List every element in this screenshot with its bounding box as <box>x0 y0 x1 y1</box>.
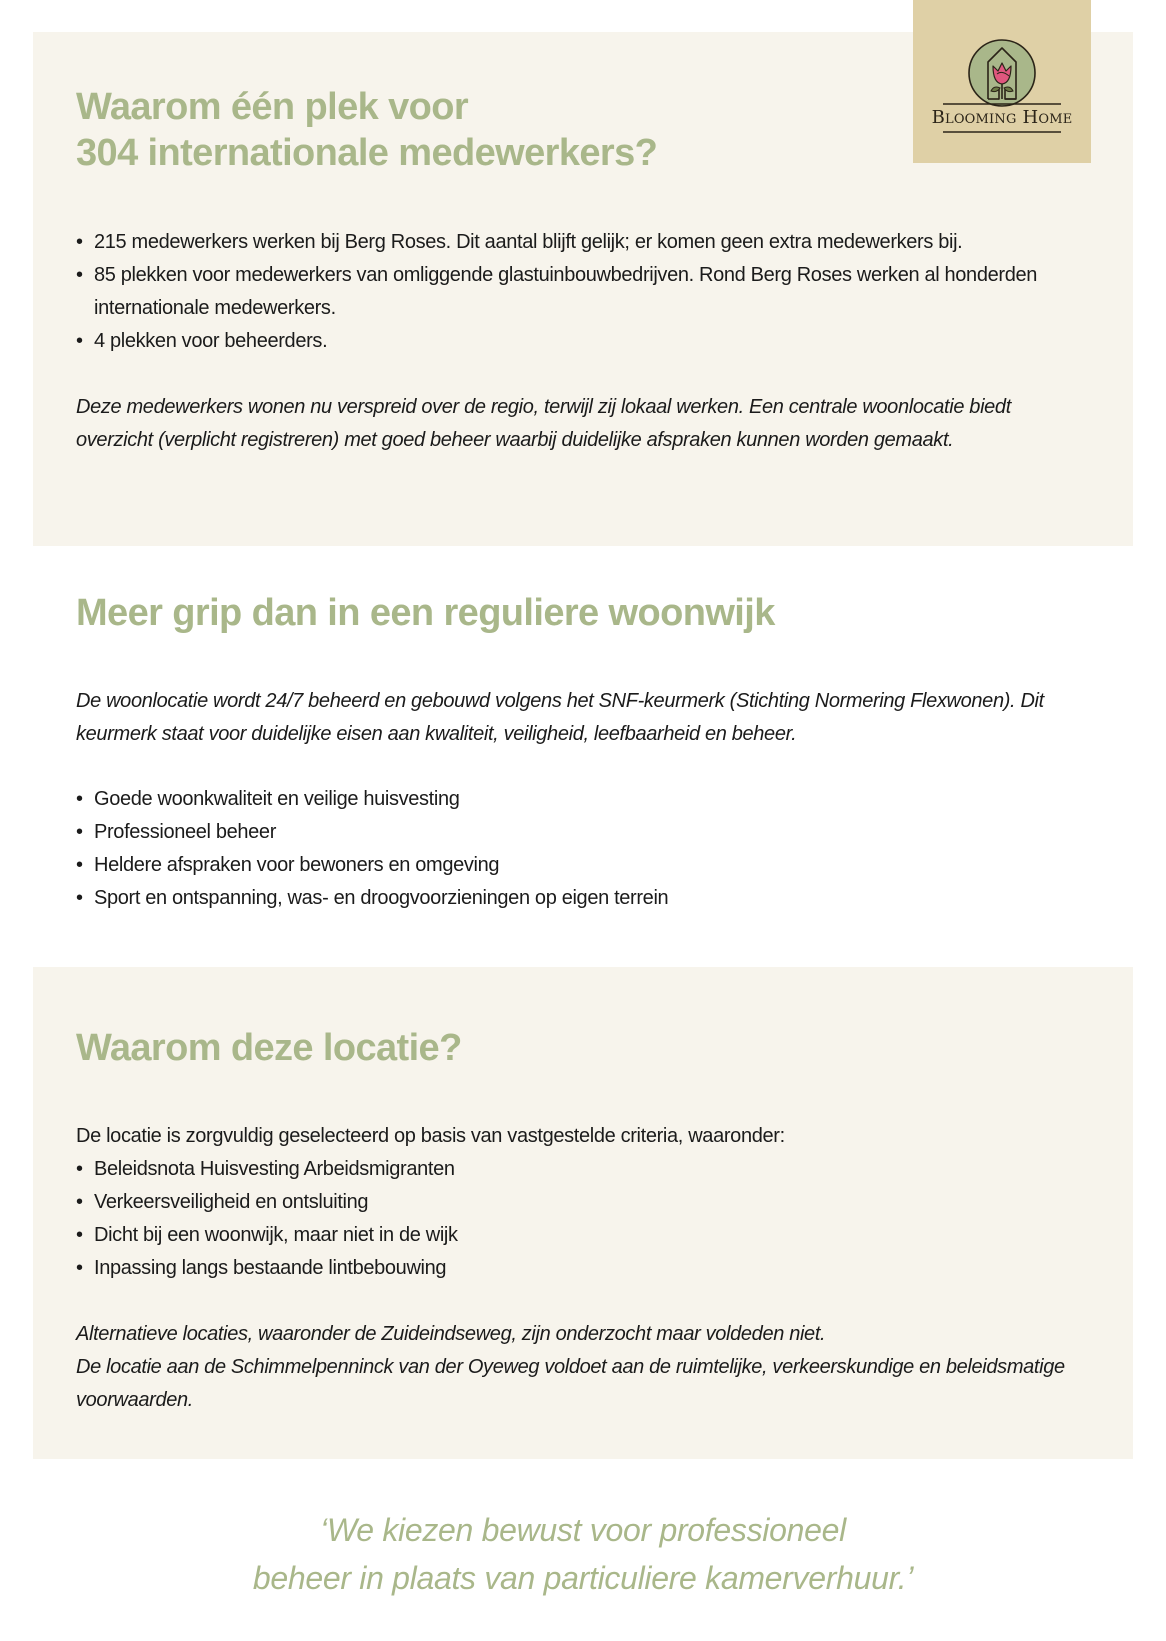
section-heading: Meer grip dan in een reguliere woonwijk <box>76 592 775 634</box>
bullet-icon: • <box>76 1224 83 1246</box>
list-item: • 215 medewerkers werken bij Berg Roses. Dit aantal blijft gelijk; er komen geen extra medewerkers bij. <box>76 226 1116 259</box>
bullet-icon: • <box>76 1257 83 1279</box>
bullet-icon: • <box>76 231 83 253</box>
heading-line: 304 internationale medewerkers? <box>76 132 658 174</box>
paragraph-line: Alternatieve locaties, waaronder de Zuideindseweg, zijn onderzocht maar voldeden niet. <box>76 1323 826 1345</box>
quality-bullet-list <box>76 783 1116 915</box>
bullet-icon: • <box>76 821 83 843</box>
list-item: • Inpassing langs bestaande lintbebouwing <box>76 1252 1116 1285</box>
bullet-icon: • <box>76 1158 83 1180</box>
bullet-icon: • <box>76 330 83 352</box>
list-item: • Sport en ontspanning, was- en droogvoorzieningen op eigen terrein <box>76 882 1116 915</box>
section-heading <box>76 84 1116 176</box>
section-heading: Waarom deze locatie? <box>76 1027 462 1069</box>
list-item: • Beleidsnota Huisvesting Arbeidsmigranten <box>76 1153 1116 1186</box>
list-item: • Dicht bij een woonwijk, maar niet in de wijk <box>76 1219 1116 1252</box>
bullet-icon: • <box>76 887 83 909</box>
bullet-icon: • <box>76 264 83 286</box>
staff-bullet-list <box>76 226 1116 358</box>
quote-line: ‘We kiezen bewust voor professioneel <box>320 1512 846 1548</box>
bullet-icon: • <box>76 854 83 876</box>
section-intro: De locatie is zorgvuldig geselecteerd op basis van vastgestelde criteria, waaronder: <box>76 1125 785 1147</box>
section-paragraph <box>76 1318 1076 1417</box>
list-item: • Professioneel beheer <box>76 816 1116 849</box>
pull-quote <box>0 1506 1166 1602</box>
section-paragraph: Deze medewerkers wonen nu verspreid over de regio, terwijl zij lokaal werken. Een centrale woonlocatie biedt overzicht (verplicht registreren) met goed beheer waarbij duidelijke afspraken kunnen worden gemaakt. <box>76 396 1011 451</box>
bullet-icon: • <box>76 788 83 810</box>
paragraph-line: De locatie aan de Schimmelpenninck van der Oyeweg voldoet aan de ruimtelijke, verkeerskundige en beleidsmatige voorwaarden. <box>76 1356 1065 1411</box>
list-item: • 85 plekken voor medewerkers van omliggende glastuinbouwbedrijven. Rond Berg Roses werken al honderden internationale medewerkers. <box>76 259 1084 325</box>
criteria-bullet-list <box>76 1153 1116 1285</box>
section-paragraph: De woonlocatie wordt 24/7 beheerd en gebouwd volgens het SNF-keurmerk (Stichting Normering Flexwonen). Dit keurmerk staat voor duidelijke eisen aan kwaliteit, veiligheid, leefbaarheid en beheer. <box>76 690 1044 745</box>
list-item: • Verkeersveiligheid en ontsluiting <box>76 1186 1116 1219</box>
quote-line: beheer in plaats van particuliere kamerverhuur.’ <box>252 1560 914 1596</box>
list-item: • 4 plekken voor beheerders. <box>76 325 1116 358</box>
heading-line: Waarom één plek voor <box>76 86 469 128</box>
bullet-icon: • <box>76 1191 83 1213</box>
logo-wordmark: Blooming Home <box>931 107 1073 128</box>
list-item: • Heldere afspraken voor bewoners en omgeving <box>76 849 1116 882</box>
list-item: • Goede woonkwaliteit en veilige huisvesting <box>76 783 1116 816</box>
